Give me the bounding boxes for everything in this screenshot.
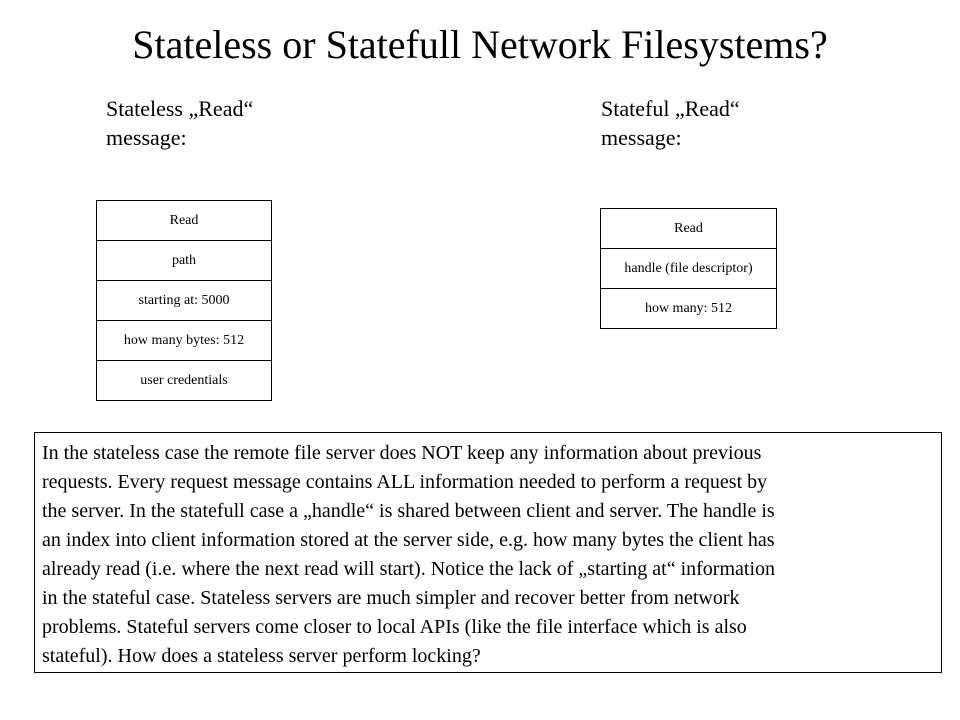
stateless-caption-line: message:: [106, 125, 187, 150]
stateless-caption-line: Stateless „Read“: [106, 96, 254, 121]
message-field-how-many-bytes: how many bytes: 512: [97, 321, 271, 361]
message-field-handle: handle (file descriptor): [601, 249, 776, 289]
stateful-caption: [601, 94, 740, 152]
stateful-read-message: [600, 208, 777, 329]
explanation-line: requests. Every request message contains ALL information needed to perform a request by: [42, 471, 768, 493]
explanation-line: In the stateless case the remote file server does NOT keep any information about previous: [42, 442, 762, 464]
explanation-line: problems. Stateful servers come closer to local APIs (like the file interface which is also: [42, 616, 747, 638]
stateful-caption-line: Stateful „Read“: [601, 96, 740, 121]
message-field-user-credentials: user credentials: [140, 373, 228, 388]
explanation-line: the server. In the statefull case a „handle“ is shared between client and server. The handle is: [42, 500, 775, 522]
explanation-text-box: [34, 432, 942, 673]
explanation-line: already read (i.e. where the next read will start). Notice the lack of „starting at“ information: [42, 558, 776, 580]
explanation-line: in the stateful case. Stateless servers are much simpler and recover better from network: [42, 587, 740, 609]
message-field-path: path: [97, 241, 271, 281]
stateless-caption: [106, 94, 253, 152]
stateful-caption-line: message:: [601, 125, 682, 150]
stateless-read-message: [96, 200, 272, 401]
message-field-read: Read: [601, 209, 776, 249]
message-field-how-many: how many: 512: [644, 301, 733, 316]
explanation-line: stateful). How does a stateless server perform locking?: [42, 645, 481, 667]
message-field-read: Read: [97, 201, 271, 241]
message-field-starting-at: starting at: 5000: [97, 281, 271, 321]
explanation-line: an index into client information stored at the server side, e.g. how many bytes the client has: [42, 529, 775, 551]
slide-title: Stateless or Statefull Network Filesystems?: [132, 22, 828, 67]
